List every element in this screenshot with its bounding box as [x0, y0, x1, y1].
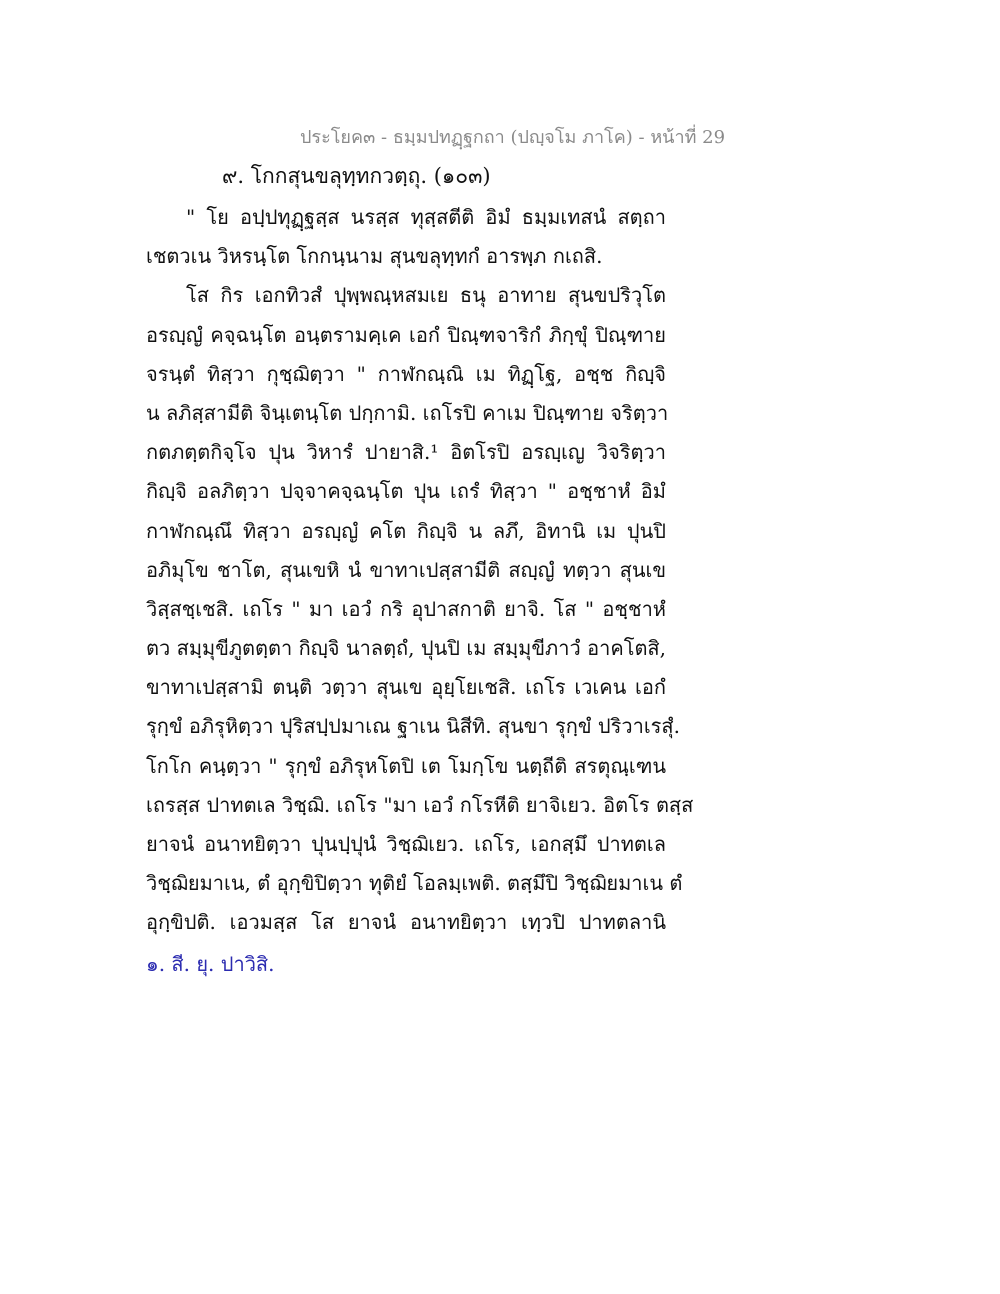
text-line: เชตวเน วิหรนฺโต โกกนฺนาม สุนขลุทฺทกํ อารพฺภ กเถสิ.	[146, 244, 603, 269]
body-text	[146, 198, 694, 943]
text-line: ตว สมฺมุขีภูตตฺตา กิญฺจิ นาลตฺถํ, ปุนปิ เม สมฺมุขีภาวํ อาคโตสิ,	[146, 636, 666, 661]
text-line: กาฬกณฺณึ ทิสฺวา อรญฺญํ คโต กิญฺจิ น ลภึ, อิทานิ เม ปุนปิ	[146, 518, 666, 543]
text-line: เถรสฺส ปาทตเล วิชฺฌิ. เถโร "มา เอวํ กโรหีติ ยาจิเยว. อิตโร ตสฺส	[146, 792, 694, 817]
text-line: วิสฺสชฺเชสิ. เถโร " มา เอวํ กริ อุปาสกาติ ยาจิ. โส " อชฺชาหํ	[146, 596, 666, 621]
text-line: ขาทาเปสฺสามิ ตนฺติ วตฺวา สุนเข อุยฺโยเชสิ. เถโร เวเคน เอกํ	[146, 675, 666, 700]
text-line: โส กิร เอกทิวสํ ปุพฺพณฺหสมเย ธนุ อาทาย สุนขปริวุโต	[186, 283, 666, 308]
page-header: ประโยค๓ - ธมฺมปทฏฺฐกถา (ปญฺจโม ภาโค) - หน้าที่ 29	[300, 127, 726, 148]
text-line: กิญฺจิ อลภิตฺวา ปจฺจาคจฺฉนฺโต ปุน เถรํ ทิสฺวา " อชฺชาหํ อิมํ	[146, 479, 666, 504]
text-line: โกโก คนฺตฺวา " รุกฺขํ อภิรุหโตปิ เต โมกฺโข นตฺถีติ สรตุณฺเฑน	[146, 753, 666, 778]
text-line: วิชฺฌิยมาเน, ตํ อุกฺขิปิตฺวา ทุติยํ โอลมฺเพติ. ตสฺมึปิ วิชฺฌิยมาเน ตํ	[146, 871, 683, 896]
story-title: ๙. โกกสุนขลุทฺทกวตฺถุ. (๑๐๓)	[222, 164, 491, 188]
text-line: รุกฺขํ อภิรุหิตฺวา ปุริสปฺปมาเณ ฐาเน นิสีทิ. สุนขา รุกฺขํ ปริวาเรสุํ.	[146, 714, 680, 739]
text-line: อุกฺขิปติ. เอวมสฺส โส ยาจนํ อนาทยิตฺวา เทฺวปิ ปาทตลานิ	[146, 910, 666, 935]
text-line: อรญฺญํ คจฺฉนฺโต อนฺตรามคฺเค เอกํ ปิณฺฑจาริกํ ภิกฺขุํ ปิณฺฑาย	[146, 322, 666, 347]
text-line: จรนฺตํ ทิสฺวา กุชฺฌิตฺวา " กาฬกณฺณิ เม ทิฏฺโฐ, อชฺช กิญฺจิ	[146, 361, 666, 386]
text-line: กตภตฺตกิจฺโจ ปุน วิหารํ ปายาสิ.¹ อิตโรปิ อรญฺเญ วิจริตฺวา	[146, 440, 666, 465]
footnote: ๑. สี. ยุ. ปาวิสิ.	[146, 952, 275, 976]
text-line: " โย อปฺปทุฏฺฐสฺส นรสฺส ทุสฺสตีติ อิมํ ธมฺมเทสนํ สตฺถา	[186, 205, 666, 229]
text-line: อภิมุโข ชาโต, สุนเขหิ นํ ขาทาเปสฺสามีติ สญฺญํ ทตฺวา สุนเข	[146, 557, 666, 582]
text-line: ยาจนํ อนาทยิตฺวา ปุนปฺปุนํ วิชฺฌิเยว. เถโร, เอกสฺมึ ปาทตเล	[146, 832, 666, 856]
text-line: น ลภิสฺสามีติ จินฺเตนฺโต ปกฺกามิ. เถโรปิ คาเม ปิณฺฑาย จริตฺวา	[146, 400, 669, 425]
